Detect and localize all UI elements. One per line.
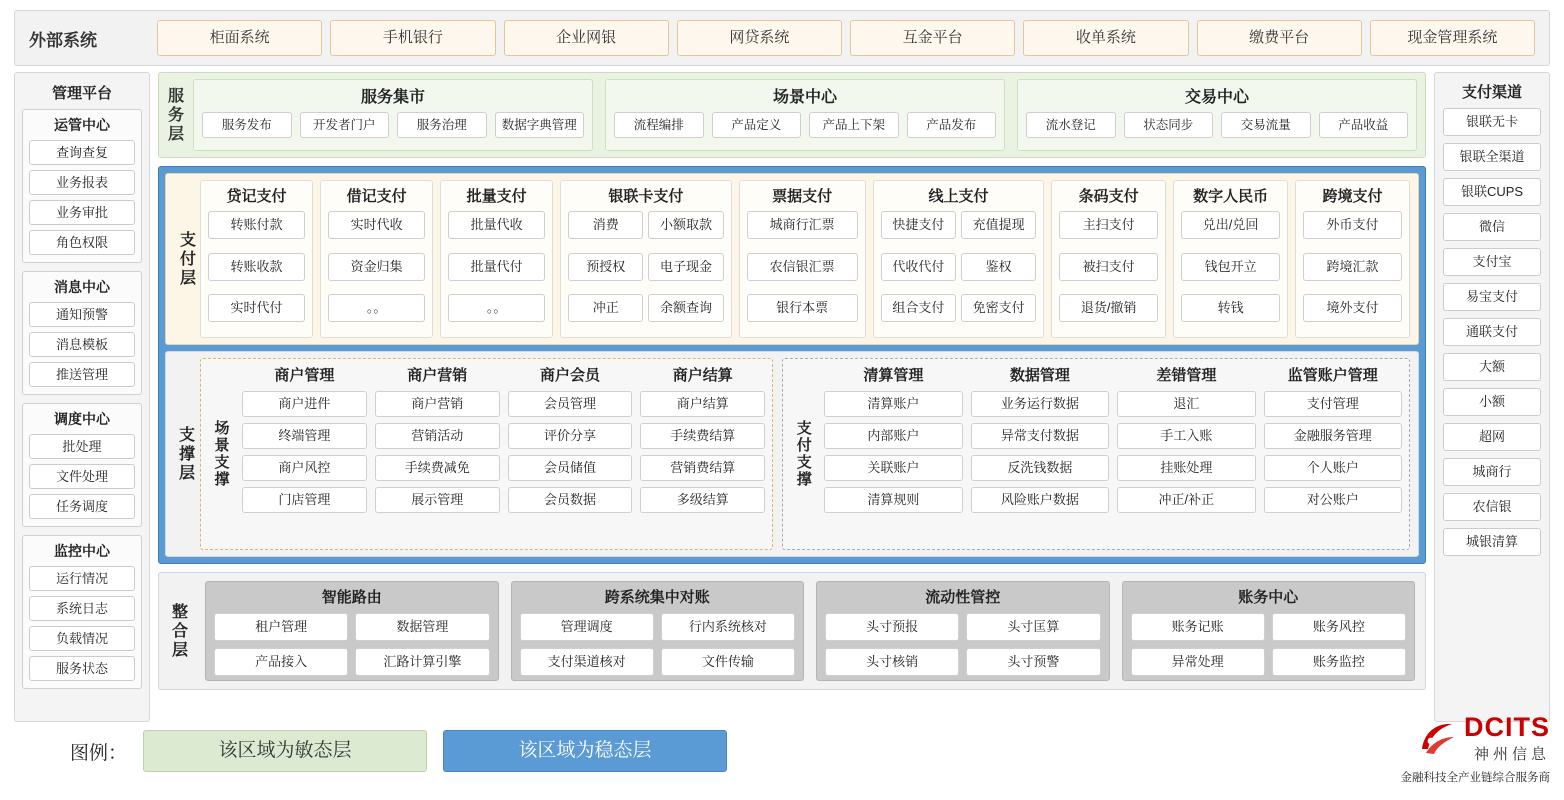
external-system-item[interactable]: 手机银行 <box>330 20 495 56</box>
payment-item[interactable]: 主扫支付 <box>1059 211 1158 239</box>
external-system-item[interactable]: 企业网银 <box>504 20 669 56</box>
scenario-support-label: 场景支撑 <box>212 420 230 488</box>
support-group-merchant-marketing <box>375 364 500 544</box>
group-title: 商户结算 <box>672 367 733 384</box>
service-item[interactable]: 产品收益 <box>1319 112 1409 138</box>
support-item[interactable]: 商户进件 <box>242 391 367 417</box>
service-item[interactable]: 服务发布 <box>202 112 292 138</box>
management-item[interactable]: 推送管理 <box>29 362 135 387</box>
integration-group-liquidity <box>816 581 1110 681</box>
integration-item[interactable]: 支付渠道核对 <box>520 648 654 676</box>
payment-channel-item[interactable]: 通联支付 <box>1443 318 1541 346</box>
integration-item[interactable]: 头寸预报 <box>825 613 959 641</box>
group-title: 银联卡支付 <box>608 188 684 205</box>
group-title: 场景中心 <box>772 89 837 106</box>
payment-item[interactable]: 充值提现 <box>961 211 1036 239</box>
external-systems-list <box>149 20 1535 56</box>
management-group-message <box>22 271 142 395</box>
external-systems-title: 外部系统 <box>29 30 97 50</box>
group-title: 批量支付 <box>466 188 527 205</box>
payment-support-label: 支付支撑 <box>794 420 812 488</box>
payment-item[interactable]: 实时代收 <box>328 211 425 239</box>
group-title: 流动性管控 <box>925 589 1001 606</box>
integration-item[interactable]: 异常处理 <box>1131 648 1265 676</box>
payment-item[interactable]: 外币支付 <box>1303 211 1402 239</box>
payment-item[interactable]: 小额取款 <box>648 211 723 239</box>
support-item[interactable]: 商户营销 <box>375 391 500 417</box>
external-system-item[interactable]: 现金管理系统 <box>1370 20 1535 56</box>
service-item[interactable]: 流程编排 <box>614 112 704 138</box>
architecture-center <box>158 72 1426 722</box>
external-systems-bar <box>14 10 1550 66</box>
payment-channel-item[interactable]: 银联CUPS <box>1443 178 1541 206</box>
payment-group-cross-border <box>1295 180 1410 338</box>
support-group-data <box>971 364 1109 544</box>
payment-item[interactable]: 预授权 <box>568 253 643 281</box>
group-title: 监管账户管理 <box>1287 367 1378 384</box>
service-item[interactable]: 开发者门户 <box>300 112 390 138</box>
management-group-operations <box>22 109 142 263</box>
management-group-scheduling <box>22 403 142 527</box>
logo-brand-cn: 神州信息 <box>1473 746 1550 763</box>
support-item[interactable]: 手续费结算 <box>640 423 765 449</box>
legend <box>70 730 727 772</box>
management-group-monitoring <box>22 535 142 689</box>
support-item[interactable]: 营销活动 <box>375 423 500 449</box>
group-title: 监控中心 <box>54 543 110 559</box>
group-title: 票据支付 <box>772 188 833 205</box>
legend-title: 图例： <box>70 742 128 764</box>
service-layer-band <box>158 72 1426 158</box>
support-item[interactable]: 评价分享 <box>508 423 633 449</box>
service-item[interactable]: 产品上下架 <box>809 112 899 138</box>
payment-item[interactable]: 退货/撤销 <box>1059 294 1158 322</box>
support-item[interactable]: 业务运行数据 <box>971 391 1109 417</box>
group-title: 数据管理 <box>1009 367 1070 384</box>
service-group-scenario <box>605 79 1005 151</box>
integration-item[interactable]: 产品接入 <box>214 648 348 676</box>
company-logo <box>1332 714 1550 785</box>
management-item[interactable]: 业务审批 <box>29 200 135 225</box>
payment-item[interactable]: 境外支付 <box>1303 294 1402 322</box>
support-group-merchant-settlement <box>640 364 765 544</box>
support-item[interactable]: 反洗钱数据 <box>971 455 1109 481</box>
support-item[interactable]: 内部账户 <box>824 423 962 449</box>
payment-item[interactable]: 批量代付 <box>448 253 545 281</box>
payment-item[interactable]: 鉴权 <box>961 253 1036 281</box>
payment-item[interactable]: 兑出/兑回 <box>1181 211 1280 239</box>
group-title: 线上支付 <box>928 188 989 205</box>
management-item[interactable]: 批处理 <box>29 434 135 459</box>
payment-item[interactable]: 转账付款 <box>208 211 305 239</box>
management-item[interactable]: 系统日志 <box>29 596 135 621</box>
payment-item[interactable]: 资金归集 <box>328 253 425 281</box>
support-item[interactable]: 会员管理 <box>508 391 633 417</box>
payment-group-bill <box>739 180 866 338</box>
support-item[interactable]: 会员储值 <box>508 455 633 481</box>
payment-item[interactable]: 银行本票 <box>747 294 858 322</box>
dcits-swirl-icon <box>1416 719 1458 759</box>
integration-group-smart-routing <box>205 581 499 681</box>
group-title: 借记支付 <box>346 188 407 205</box>
group-title: 消息中心 <box>54 279 110 295</box>
integration-item[interactable]: 文件传输 <box>661 648 795 676</box>
payment-channel-item[interactable]: 银联全渠道 <box>1443 143 1541 171</box>
support-item[interactable]: 退汇 <box>1117 391 1255 417</box>
group-title: 商户会员 <box>539 367 600 384</box>
payment-group-unionpay-card <box>560 180 731 338</box>
support-group-merchant-member <box>508 364 633 544</box>
external-system-item[interactable]: 缴费平台 <box>1197 20 1362 56</box>
payment-channel-item[interactable]: 城银清算 <box>1443 528 1541 556</box>
payment-channel-item[interactable]: 农信银 <box>1443 493 1541 521</box>
payment-item[interactable]: 转钱 <box>1181 294 1280 322</box>
integration-item[interactable]: 账务风控 <box>1272 613 1406 641</box>
payment-item[interactable]: 组合支付 <box>881 294 956 322</box>
integration-item[interactable]: 账务监控 <box>1272 648 1406 676</box>
management-item[interactable]: 业务报表 <box>29 170 135 195</box>
support-item[interactable]: 门店管理 <box>242 487 367 513</box>
payment-group-digital-rmb <box>1173 180 1288 338</box>
group-title: 运管中心 <box>54 117 110 133</box>
group-title: 差错管理 <box>1156 367 1217 384</box>
support-group-merchant-mgmt <box>242 364 367 544</box>
payment-item[interactable]: 钱包开立 <box>1181 253 1280 281</box>
external-system-item[interactable]: 柜面系统 <box>157 20 322 56</box>
service-item[interactable]: 数据字典管理 <box>495 112 585 138</box>
payment-group-barcode <box>1051 180 1166 338</box>
management-platform-title: 管理平台 <box>51 85 112 102</box>
support-item[interactable]: 异常支付数据 <box>971 423 1109 449</box>
support-item[interactable]: 终端管理 <box>242 423 367 449</box>
payment-item[interactable]: 免密支付 <box>961 294 1036 322</box>
support-item[interactable]: 商户风控 <box>242 455 367 481</box>
integration-item[interactable]: 头寸匡算 <box>966 613 1100 641</box>
service-item[interactable]: 服务治理 <box>397 112 487 138</box>
scenario-support-box <box>200 358 773 550</box>
payment-group-batch <box>440 180 553 338</box>
payment-channels-title: 支付渠道 <box>1461 84 1522 101</box>
integration-item[interactable]: 汇路计算引擎 <box>355 648 489 676</box>
integration-item[interactable]: 租户管理 <box>214 613 348 641</box>
group-title: 智能路由 <box>321 589 382 606</box>
integration-item[interactable]: 行内系统核对 <box>661 613 795 641</box>
payment-item[interactable]: 。。 <box>328 294 425 322</box>
payment-item[interactable]: 消费 <box>568 211 643 239</box>
payment-item[interactable]: 快捷支付 <box>881 211 956 239</box>
support-item[interactable]: 多级结算 <box>640 487 765 513</box>
payment-channel-item[interactable]: 大额 <box>1443 353 1541 381</box>
support-group-error <box>1117 364 1255 544</box>
management-platform-panel <box>14 72 150 722</box>
group-title: 贷记支付 <box>226 188 287 205</box>
management-item[interactable]: 任务调度 <box>29 494 135 519</box>
support-item[interactable]: 展示管理 <box>375 487 500 513</box>
service-item[interactable]: 产品发布 <box>907 112 997 138</box>
support-item[interactable]: 营销费结算 <box>640 455 765 481</box>
support-item[interactable]: 冲正/补正 <box>1117 487 1255 513</box>
group-title: 商户管理 <box>274 367 335 384</box>
integration-item[interactable]: 账务记账 <box>1131 613 1265 641</box>
group-title: 服务集市 <box>360 89 425 106</box>
group-title: 账务中心 <box>1238 589 1299 606</box>
group-title: 条码支付 <box>1078 188 1139 205</box>
legend-agile-layer: 该区域为敏态层 <box>143 730 427 772</box>
support-layer-label: 支撑层 <box>176 425 194 483</box>
legend-stable-layer: 该区域为稳态层 <box>443 730 727 772</box>
support-layer-band <box>165 351 1419 557</box>
group-title: 交易中心 <box>1184 89 1249 106</box>
payment-channel-item[interactable]: 支付宝 <box>1443 248 1541 276</box>
management-item[interactable]: 负载情况 <box>29 626 135 651</box>
payment-item[interactable]: 被扫支付 <box>1059 253 1158 281</box>
payment-item[interactable]: 电子现金 <box>648 253 723 281</box>
group-title: 数字人民币 <box>1193 188 1269 205</box>
payment-item[interactable]: 转账收款 <box>208 253 305 281</box>
payment-item[interactable]: 农信银汇票 <box>747 253 858 281</box>
payment-layer-band <box>165 173 1419 345</box>
logo-tagline: 金融科技全产业链综合服务商 <box>1400 772 1550 784</box>
support-item[interactable]: 手续费减免 <box>375 455 500 481</box>
payment-layer-label: 支付层 <box>177 230 195 288</box>
group-title: 调度中心 <box>54 411 110 427</box>
payment-item[interactable]: 代收代付 <box>881 253 956 281</box>
payment-item[interactable]: 实时代付 <box>208 294 305 322</box>
payment-item[interactable]: 城商行汇票 <box>747 211 858 239</box>
payment-support-box <box>782 358 1410 550</box>
support-item[interactable]: 个人账户 <box>1264 455 1402 481</box>
integration-layer-band <box>158 572 1426 690</box>
payment-channel-item[interactable]: 城商行 <box>1443 458 1541 486</box>
integration-item[interactable]: 头寸核销 <box>825 648 959 676</box>
integration-layer-label: 整合层 <box>169 602 187 660</box>
integration-group-reconciliation <box>511 581 805 681</box>
support-item[interactable]: 商户结算 <box>640 391 765 417</box>
external-system-item[interactable]: 互金平台 <box>850 20 1015 56</box>
payment-group-credit <box>200 180 313 338</box>
group-title: 商户营销 <box>407 367 468 384</box>
payment-channel-item[interactable]: 易宝支付 <box>1443 283 1541 311</box>
payment-channels-panel <box>1434 72 1550 722</box>
stable-layer-box <box>158 166 1426 564</box>
group-title: 清算管理 <box>863 367 924 384</box>
support-item[interactable]: 会员数据 <box>508 487 633 513</box>
service-item[interactable]: 交易流量 <box>1221 112 1311 138</box>
integration-item[interactable]: 头寸预警 <box>966 648 1100 676</box>
support-item[interactable]: 手工入账 <box>1117 423 1255 449</box>
support-item[interactable]: 对公账户 <box>1264 487 1402 513</box>
external-system-item[interactable]: 网贷系统 <box>677 20 842 56</box>
group-title: 跨系统集中对账 <box>604 589 710 606</box>
management-item[interactable]: 服务状态 <box>29 656 135 681</box>
payment-channel-item[interactable]: 银联无卡 <box>1443 108 1541 136</box>
integration-group-accounting <box>1122 581 1416 681</box>
support-item[interactable]: 支付管理 <box>1264 391 1402 417</box>
support-group-regulatory-account <box>1264 364 1402 544</box>
service-item[interactable]: 流水登记 <box>1026 112 1116 138</box>
management-item[interactable]: 查询查复 <box>29 140 135 165</box>
external-system-item[interactable]: 收单系统 <box>1023 20 1188 56</box>
management-item[interactable]: 消息模板 <box>29 332 135 357</box>
management-item[interactable]: 通知预警 <box>29 302 135 327</box>
integration-item[interactable]: 管理调度 <box>520 613 654 641</box>
support-item[interactable]: 清算账户 <box>824 391 962 417</box>
payment-channel-item[interactable]: 微信 <box>1443 213 1541 241</box>
service-group-transaction <box>1017 79 1417 151</box>
payment-group-online <box>873 180 1044 338</box>
management-item[interactable]: 角色权限 <box>29 230 135 255</box>
support-item[interactable]: 金融服务管理 <box>1264 423 1402 449</box>
service-layer-label: 服务层 <box>165 86 183 144</box>
payment-item[interactable]: 余额查询 <box>648 294 723 322</box>
support-item[interactable]: 挂账处理 <box>1117 455 1255 481</box>
payment-group-debit <box>320 180 433 338</box>
payment-item[interactable]: 批量代收 <box>448 211 545 239</box>
payment-item[interactable]: 。。 <box>448 294 545 322</box>
support-item[interactable]: 关联账户 <box>824 455 962 481</box>
service-item[interactable]: 状态同步 <box>1124 112 1214 138</box>
management-item[interactable]: 运行情况 <box>29 566 135 591</box>
support-item[interactable]: 风险账户数据 <box>971 487 1109 513</box>
service-group-market <box>193 79 593 151</box>
payment-item[interactable]: 跨境汇款 <box>1303 253 1402 281</box>
payment-channel-item[interactable]: 小额 <box>1443 388 1541 416</box>
support-group-clearing <box>824 364 962 544</box>
logo-brand: DCITS <box>1464 712 1550 742</box>
payment-item[interactable]: 冲正 <box>568 294 643 322</box>
integration-item[interactable]: 数据管理 <box>355 613 489 641</box>
management-item[interactable]: 文件处理 <box>29 464 135 489</box>
group-title: 跨境支付 <box>1322 188 1383 205</box>
support-item[interactable]: 清算规则 <box>824 487 962 513</box>
payment-channel-item[interactable]: 超网 <box>1443 423 1541 451</box>
service-item[interactable]: 产品定义 <box>712 112 802 138</box>
